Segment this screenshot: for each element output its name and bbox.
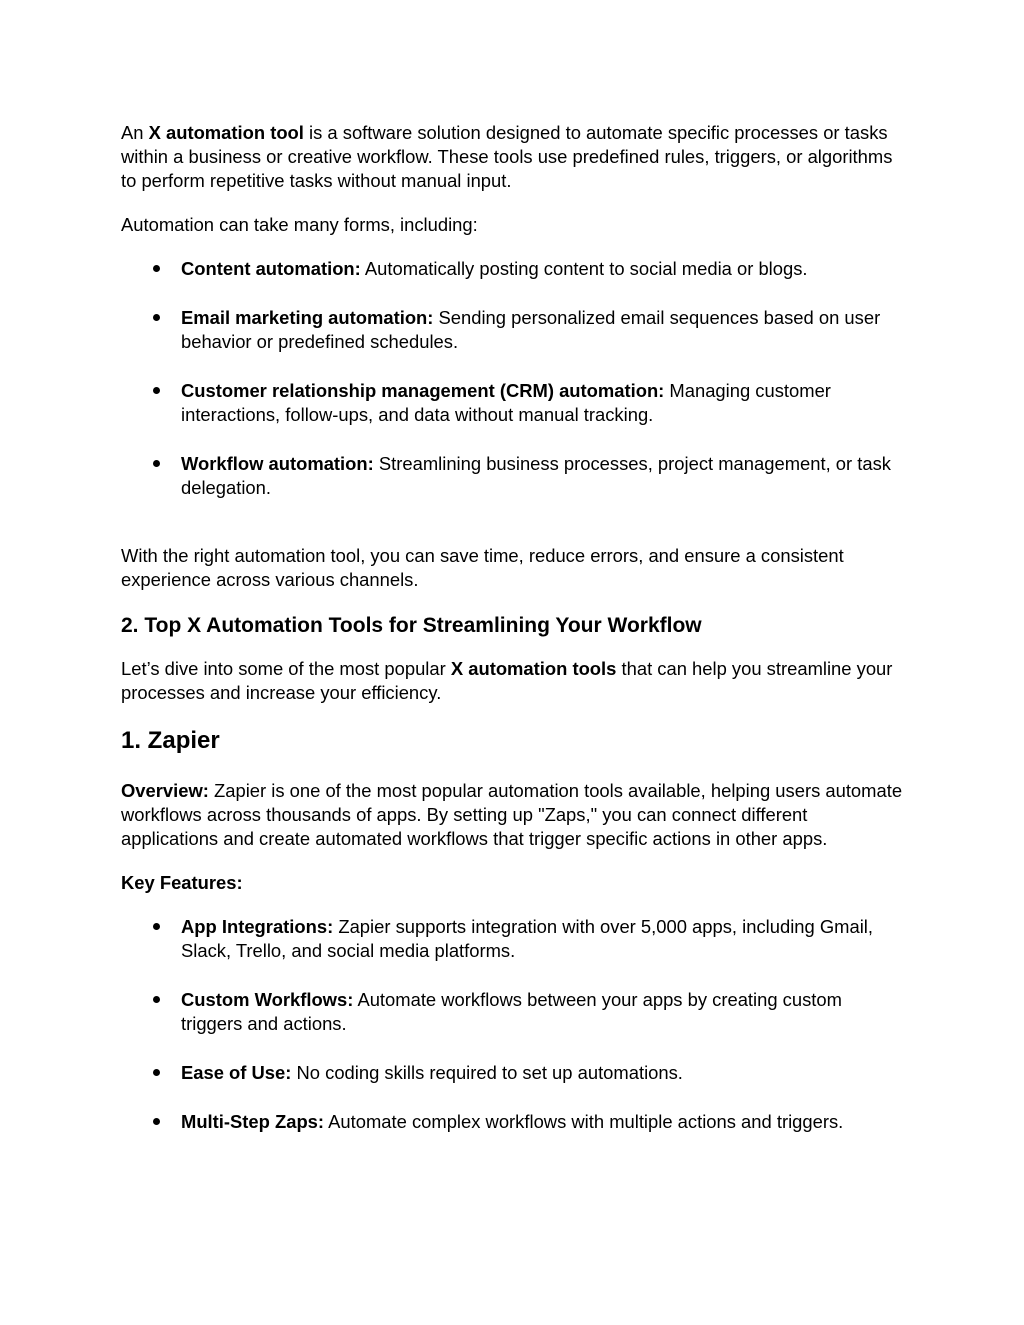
list-item-description: Streamlining business processes, project management, or task delegation. bbox=[181, 453, 891, 498]
list-item-label: Multi-Step Zaps: bbox=[181, 1111, 325, 1132]
list-item-workflow-automation bbox=[121, 452, 904, 500]
list-item-label: Email marketing automation: bbox=[181, 307, 434, 328]
list-item-crm-automation bbox=[121, 379, 904, 427]
bullet-icon bbox=[153, 314, 160, 321]
intro-rest: is a software solution designed to automate specific processes or tasks within a business or creative workflow. These tools use predefined rules, triggers, or algorithms to perform repetitive tasks without manual input. bbox=[121, 122, 893, 191]
bullet-icon bbox=[153, 387, 160, 394]
section-intro-bold-term: X automation tools bbox=[450, 658, 617, 679]
list-item-label: Workflow automation: bbox=[181, 453, 374, 474]
intro-bold-term: X automation tool bbox=[148, 122, 304, 143]
bullet-icon bbox=[153, 1069, 160, 1076]
list-item-description: Automate complex workflows with multiple actions and triggers. bbox=[324, 1111, 844, 1132]
list-item-app-integrations bbox=[121, 915, 904, 963]
intro-paragraph bbox=[121, 121, 904, 193]
overview-label: Overview: bbox=[121, 780, 209, 801]
automation-forms-list bbox=[121, 257, 904, 500]
bullet-icon bbox=[153, 923, 160, 930]
closing-paragraph: With the right automation tool, you can save time, reduce errors, and ensure a consistent experience across various channels. bbox=[121, 545, 844, 590]
tool-heading-zapier: 1. Zapier bbox=[121, 727, 220, 754]
list-item-multi-step-zaps bbox=[121, 1110, 904, 1134]
section-heading: 2. Top X Automation Tools for Streamlining Your Workflow bbox=[121, 614, 702, 637]
list-item-label: Customer relationship management (CRM) automation: bbox=[181, 380, 665, 401]
list-item-label: Content automation: bbox=[181, 258, 361, 279]
section-intro-rest: that can help you streamline your processes and increase your efficiency. bbox=[121, 658, 893, 703]
list-item-label: App Integrations: bbox=[181, 916, 334, 937]
section-intro-prefix: Let’s dive into some of the most popular bbox=[121, 658, 451, 679]
forms-intro-paragraph: Automation can take many forms, including: bbox=[121, 214, 478, 235]
list-item-description: Automate workflows between your apps by creating custom triggers and actions. bbox=[181, 989, 842, 1034]
bullet-icon bbox=[153, 1118, 160, 1125]
list-item-description: Automatically posting content to social media or blogs. bbox=[360, 258, 808, 279]
bullet-icon bbox=[153, 996, 160, 1003]
list-item-ease-of-use bbox=[121, 1061, 904, 1085]
bullet-icon bbox=[153, 265, 160, 272]
list-item-description: No coding skills required to set up automations. bbox=[291, 1062, 683, 1083]
list-item-custom-workflows bbox=[121, 988, 904, 1036]
list-item-description: Managing customer interactions, follow-ups, and data without manual tracking. bbox=[181, 380, 831, 425]
overview-paragraph bbox=[121, 779, 904, 851]
overview-text: Zapier is one of the most popular automation tools available, helping users automate workflows across thousands of apps. By setting up "Zaps," you can connect different applications and create automated workflows that trigger specific actions in other apps. bbox=[121, 780, 903, 849]
list-item-description: Sending personalized email sequences based on user behavior or predefined schedules. bbox=[181, 307, 881, 352]
intro-prefix: An bbox=[121, 122, 149, 143]
list-item-label: Custom Workflows: bbox=[181, 989, 354, 1010]
list-item-label: Ease of Use: bbox=[181, 1062, 292, 1083]
list-item-content-automation bbox=[121, 257, 904, 281]
key-features-heading: Key Features: bbox=[121, 872, 243, 893]
section-intro-paragraph bbox=[121, 657, 904, 705]
key-features-list bbox=[121, 915, 904, 1134]
list-item-description: Zapier supports integration with over 5,000 apps, including Gmail, Slack, Trello, and social media platforms. bbox=[181, 916, 873, 961]
list-item-email-marketing bbox=[121, 306, 904, 354]
bullet-icon bbox=[153, 460, 160, 467]
